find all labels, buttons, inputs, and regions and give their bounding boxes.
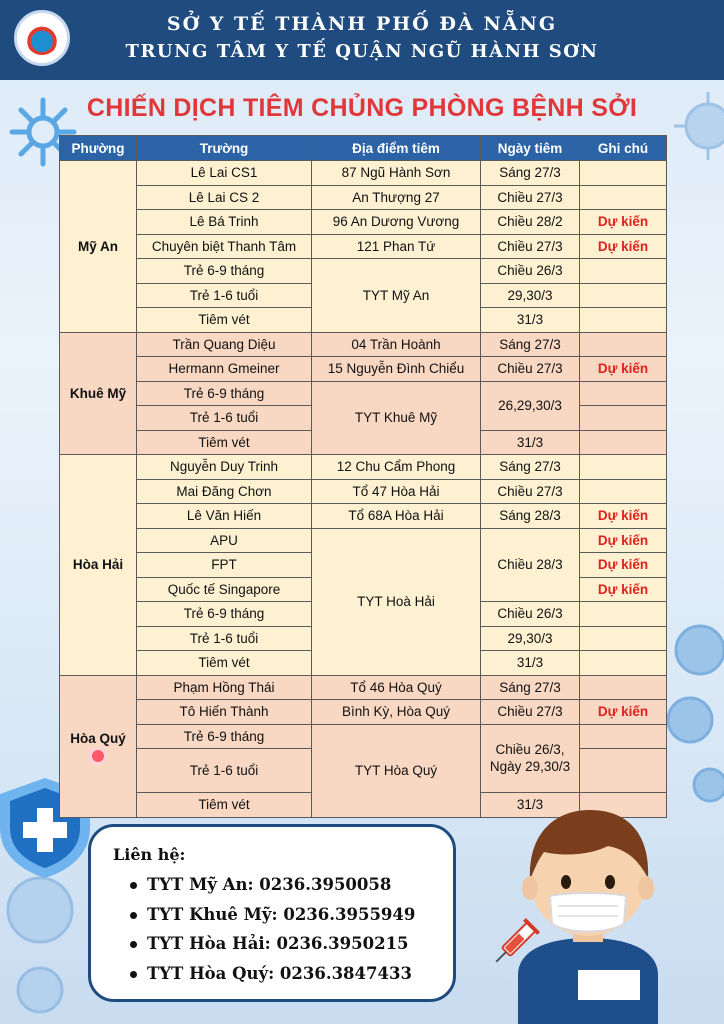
syringe-icon xyxy=(486,912,546,972)
date-cell: Chiều 27/3 xyxy=(481,357,580,382)
school-cell: Trẻ 6-9 tháng xyxy=(137,602,312,627)
date-cell: 31/3 xyxy=(481,651,580,676)
contact-item: TYT Hòa Hải: 0236.3950215 xyxy=(113,929,453,959)
school-cell: Trẻ 6-9 tháng xyxy=(137,381,312,406)
table-row xyxy=(60,210,667,235)
date-cell: 31/3 xyxy=(481,430,580,455)
place-cell: Tổ 47 Hòa Hải xyxy=(312,479,481,504)
date-cell: Sáng 27/3 xyxy=(481,161,580,186)
col-header-date: Ngày tiêm xyxy=(481,136,580,161)
table-row xyxy=(60,700,667,725)
school-cell: Phạm Hồng Thái xyxy=(137,675,312,700)
note-cell xyxy=(580,381,667,406)
place-cell: 15 Nguyễn Đình Chiểu xyxy=(312,357,481,382)
note-cell: Dự kiến xyxy=(580,700,667,725)
contact-item: TYT Khuê Mỹ: 0236.3955949 xyxy=(113,900,453,930)
note-cell xyxy=(580,259,667,284)
table-row xyxy=(60,724,667,749)
contact-item: TYT Hòa Quý: 0236.3847433 xyxy=(113,959,453,989)
place-cell: 12 Chu Cẩm Phong xyxy=(312,455,481,480)
place-cell: TYT Khuê Mỹ xyxy=(312,381,481,455)
header-line-2: TRUNG TÂM Y TẾ QUẬN NGŨ HÀNH SƠN xyxy=(125,41,599,62)
school-cell: Quốc tế Singapore xyxy=(137,577,312,602)
school-cell: Trẻ 6-9 tháng xyxy=(137,724,312,749)
note-cell xyxy=(580,283,667,308)
table-row xyxy=(60,332,667,357)
place-cell: An Thượng 27 xyxy=(312,185,481,210)
date-cell: 31/3 xyxy=(481,793,580,818)
note-cell xyxy=(580,185,667,210)
school-cell: Trẻ 6-9 tháng xyxy=(137,259,312,284)
table-row xyxy=(60,528,667,553)
col-header-place: Địa điểm tiêm xyxy=(312,136,481,161)
note-cell xyxy=(580,430,667,455)
ward-cell: Khuê Mỹ xyxy=(60,332,137,455)
place-cell: TYT Hoà Hải xyxy=(312,528,481,675)
date-cell: Chiều 27/3 xyxy=(481,185,580,210)
school-cell: APU xyxy=(137,528,312,553)
date-cell: Sáng 27/3 xyxy=(481,675,580,700)
school-cell: Mai Đăng Chơn xyxy=(137,479,312,504)
campaign-title: CHIẾN DỊCH TIÊM CHỦNG PHÒNG BỆNH SỞI xyxy=(86,94,638,122)
table-row xyxy=(60,185,667,210)
date-cell: Chiều 27/3 xyxy=(481,234,580,259)
table-row xyxy=(60,161,667,186)
school-cell: Trẻ 1-6 tuổi xyxy=(137,626,312,651)
note-cell xyxy=(580,455,667,480)
ward-cell: Hòa Hải xyxy=(60,455,137,676)
place-cell: Tổ 68A Hòa Hải xyxy=(312,504,481,529)
date-cell: Chiều 27/3 xyxy=(481,479,580,504)
contact-item: TYT Mỹ An: 0236.3950058 xyxy=(113,870,453,900)
school-cell: Nguyễn Duy Trinh xyxy=(137,455,312,480)
note-cell: Dự kiến xyxy=(580,528,667,553)
school-cell: Tiêm vét xyxy=(137,430,312,455)
table-row xyxy=(60,479,667,504)
table-row xyxy=(60,259,667,284)
school-cell: Tiêm vét xyxy=(137,651,312,676)
date-cell: 29,30/3 xyxy=(481,283,580,308)
col-header-school: Trường xyxy=(137,136,312,161)
contact-list xyxy=(113,870,453,988)
date-cell: Chiều 28/2 xyxy=(481,210,580,235)
virus-icon xyxy=(92,750,104,762)
table-row xyxy=(60,381,667,406)
note-cell: Dự kiến xyxy=(580,234,667,259)
school-cell: Trẻ 1-6 tuổi xyxy=(137,283,312,308)
table-row xyxy=(60,675,667,700)
schedule-table xyxy=(59,135,667,818)
date-cell: Chiều 27/3 xyxy=(481,700,580,725)
note-cell: Dự kiến xyxy=(580,504,667,529)
note-cell xyxy=(580,308,667,333)
school-cell: Trần Quang Diệu xyxy=(137,332,312,357)
contact-box xyxy=(88,824,456,1002)
school-cell: Tiêm vét xyxy=(137,793,312,818)
note-cell xyxy=(580,724,667,749)
note-cell xyxy=(580,406,667,431)
note-cell: Dự kiến xyxy=(580,577,667,602)
note-cell xyxy=(580,651,667,676)
table-row xyxy=(60,455,667,480)
note-cell xyxy=(580,749,667,793)
date-cell: 29,30/3 xyxy=(481,626,580,651)
date-cell: Chiều 26/3 xyxy=(481,259,580,284)
date-cell: 26,29,30/3 xyxy=(481,381,580,430)
place-cell: 04 Trần Hoành xyxy=(312,332,481,357)
place-cell: TYT Hòa Quý xyxy=(312,724,481,817)
place-cell: Bình Kỳ, Hòa Quý xyxy=(312,700,481,725)
virus-icon xyxy=(660,560,724,820)
date-cell: 31/3 xyxy=(481,308,580,333)
note-cell xyxy=(580,602,667,627)
school-cell: Tô Hiến Thành xyxy=(137,700,312,725)
date-cell: Chiều 28/3 xyxy=(481,528,580,602)
date-cell: Chiều 26/3, Ngày 29,30/3 xyxy=(481,724,580,793)
note-cell: Dự kiến xyxy=(580,357,667,382)
school-cell: Lê Văn Hiến xyxy=(137,504,312,529)
col-header-ward: Phường xyxy=(60,136,137,161)
note-cell xyxy=(580,479,667,504)
date-cell: Sáng 28/3 xyxy=(481,504,580,529)
note-cell xyxy=(580,626,667,651)
date-cell: Chiều 26/3 xyxy=(481,602,580,627)
school-cell: Tiêm vét xyxy=(137,308,312,333)
table-row xyxy=(60,357,667,382)
note-cell xyxy=(580,332,667,357)
date-cell: Sáng 27/3 xyxy=(481,332,580,357)
note-cell: Dự kiến xyxy=(580,210,667,235)
school-cell: Lê Bá Trinh xyxy=(137,210,312,235)
school-cell: Trẻ 1-6 tuổi xyxy=(137,406,312,431)
table-header-row xyxy=(60,136,667,161)
school-cell: FPT xyxy=(137,553,312,578)
contact-title: Liên hệ: xyxy=(113,845,186,864)
school-cell: Hermann Gmeiner xyxy=(137,357,312,382)
header-banner xyxy=(0,0,724,80)
place-cell: 121 Phan Tứ xyxy=(312,234,481,259)
header-line-1: SỞ Y TẾ THÀNH PHỐ ĐÀ NẴNG xyxy=(166,13,558,35)
date-cell: Sáng 27/3 xyxy=(481,455,580,480)
place-cell: Tổ 46 Hòa Quý xyxy=(312,675,481,700)
school-cell: Lê Lai CS1 xyxy=(137,161,312,186)
note-cell xyxy=(580,675,667,700)
school-cell: Lê Lai CS 2 xyxy=(137,185,312,210)
school-cell: Trẻ 1-6 tuổi xyxy=(137,749,312,793)
ward-cell xyxy=(60,675,137,817)
table-row xyxy=(60,504,667,529)
note-cell: Dự kiến xyxy=(580,553,667,578)
col-header-note: Ghi chú xyxy=(580,136,667,161)
ward-cell: Mỹ An xyxy=(60,161,137,333)
ward-label: Hòa Quý xyxy=(70,730,126,746)
place-cell: TYT Mỹ An xyxy=(312,259,481,333)
place-cell: 96 An Dương Vương xyxy=(312,210,481,235)
table-row xyxy=(60,234,667,259)
note-cell xyxy=(580,161,667,186)
school-cell: Chuyên biệt Thanh Tâm xyxy=(137,234,312,259)
place-cell: 87 Ngũ Hành Sơn xyxy=(312,161,481,186)
